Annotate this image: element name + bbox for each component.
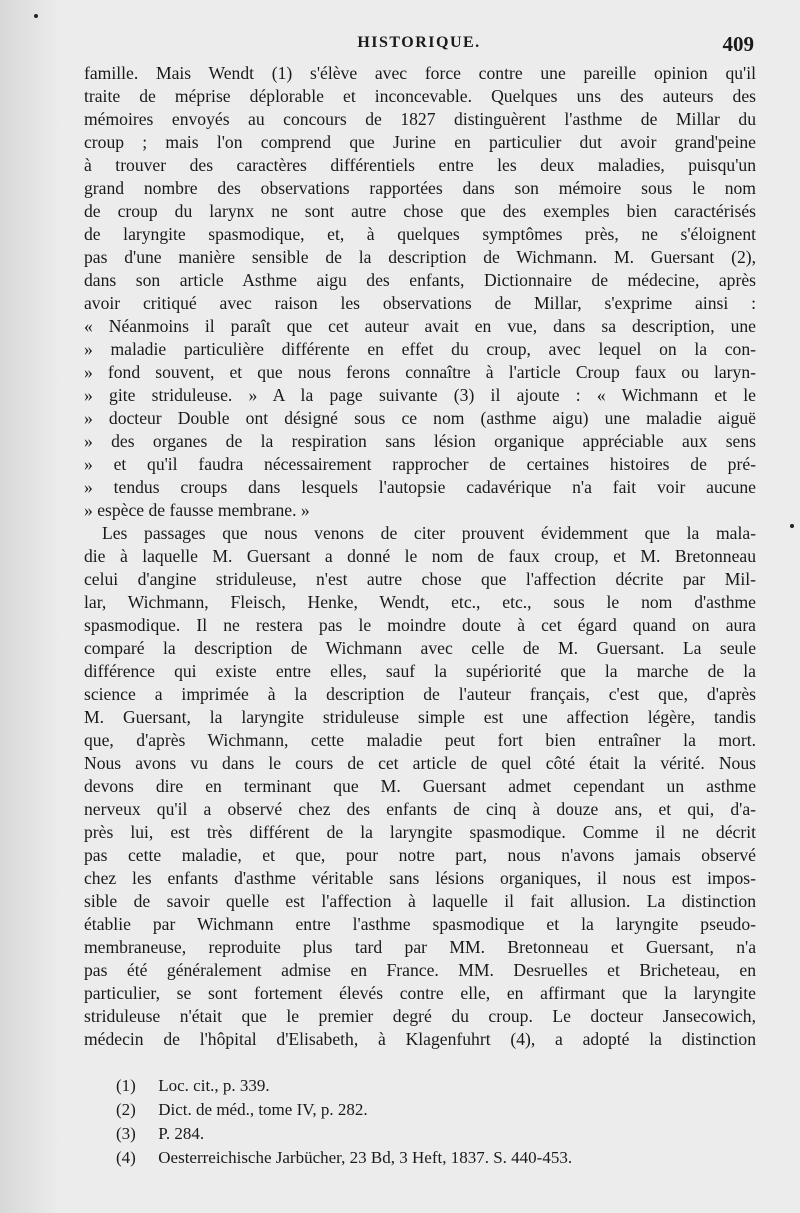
text-line: mémoires envoyés au concours de 1827 distinguèrent l'asthme de Millar du [84, 109, 756, 129]
text-line: que, d'après Wichmann, cette maladie peut fort bien entraîner la mort. [84, 730, 756, 750]
footnote [116, 1074, 736, 1098]
text-line: sible de savoir quelle est l'affection à laquelle il fait allusion. La distinction [84, 891, 756, 911]
footnote-number: (2) [116, 1100, 136, 1119]
margin-ink-spot [790, 524, 794, 528]
text-line: croup ; mais l'on comprend que Jurine en particulier dut avoir grand'peine [84, 132, 756, 152]
text-line: devons dire en terminant que M. Guersant admet cependant un asthme [84, 776, 756, 796]
text-line: » espèce de fausse membrane. » [84, 500, 310, 520]
text-line: pas cette maladie, et que, pour notre part, nous n'avons jamais observé [84, 845, 756, 865]
text-line: médecin de l'hôpital d'Elisabeth, à Klagenfuhrt (4), a adopté la distinction [84, 1029, 756, 1049]
footnote [116, 1098, 736, 1122]
footnotes [116, 1074, 736, 1170]
page-binding-shadow [0, 0, 60, 1213]
text-line: famille. Mais Wendt (1) s'élève avec force contre une pareille opinion qu'il [84, 63, 756, 83]
text-line: grand nombre des observations rapportées dans son mémoire sous le nom [84, 178, 756, 198]
text-line: » et qu'il faudra nécessairement rapprocher de certaines histoires de pré- [84, 454, 756, 474]
body-text [84, 62, 756, 1051]
footnote-number: (1) [116, 1076, 136, 1095]
footnote [116, 1122, 736, 1146]
text-line: comparé la description de Wichmann avec celle de M. Guersant. La seule [84, 638, 756, 658]
footnote-number: (3) [116, 1124, 136, 1143]
text-line: à trouver des caractères différentiels entre les deux maladies, puisqu'un [84, 155, 756, 175]
text-line: Les passages que nous venons de citer prouvent évidemment que la mala- [102, 523, 756, 543]
text-line: traite de méprise déplorable et inconcevable. Quelques uns des auteurs des [84, 86, 756, 106]
running-head: HISTORIQUE. [357, 34, 481, 51]
text-line: différence qui existe entre elles, sauf la supériorité que la marche de la [84, 661, 756, 681]
text-line: pas d'une manière sensible de la description de Wichmann. M. Guersant (2), [84, 247, 756, 267]
text-line: » gite striduleuse. » A la page suivante (3) il ajoute : « Wichmann et le [84, 385, 756, 405]
footnote-number: (4) [116, 1148, 136, 1167]
text-line: de croup du larynx ne sont autre chose que des exemples bien caractérisés [84, 201, 756, 221]
footnote-text: Oesterreichische Jarbücher, 23 Bd, 3 Heft, 1837. S. 440-453. [158, 1148, 573, 1167]
text-line: M. Guersant, la laryngite striduleuse simple est une affection légère, tandis [84, 707, 756, 727]
text-line: pas été généralement admise en France. MM. Desruelles et Bricheteau, en [84, 960, 756, 980]
text-line: » fond souvent, et que nous ferons connaître à l'article Croup faux ou laryn- [84, 362, 756, 382]
text-line: membraneuse, reproduite plus tard par MM. Bretonneau et Guersant, n'a [84, 937, 756, 957]
text-line: » des organes de la respiration sans lésion organique appréciable aux sens [84, 431, 756, 451]
text-line: spasmodique. Il ne restera pas le moindre doute à cet égard quand on aura [84, 615, 756, 635]
text-line: nerveux qu'il a observé chez des enfants de cinq à douze ans, et qui, d'a- [84, 799, 756, 819]
text-line: die à laquelle M. Guersant a donné le nom de faux croup, et M. Bretonneau [84, 546, 756, 566]
footnote [116, 1146, 736, 1170]
text-line: « Néanmoins il paraît que cet auteur avait en vue, dans sa description, une [84, 316, 756, 336]
text-line: de laryngite spasmodique, et, à quelques symptômes près, ne s'éloignent [84, 224, 756, 244]
footnote-text: Dict. de méd., tome IV, p. 282. [158, 1100, 368, 1119]
text-line: près lui, est très différent de la laryngite spasmodique. Comme il ne décrit [84, 822, 756, 842]
text-line: chez les enfants d'asthme véritable sans lésions organiques, il nous est impos- [84, 868, 756, 888]
text-line: celui d'angine striduleuse, n'est autre chose que l'affection décrite par Mil- [84, 569, 756, 589]
text-line: science a imprimée à la description de l'auteur français, c'est que, d'après [84, 684, 756, 704]
footnote-text: Loc. cit., p. 339. [158, 1076, 270, 1095]
text-line: établie par Wichmann entre l'asthme spasmodique et la laryngite pseudo- [84, 914, 756, 934]
text-line: » maladie particulière différente en effet du croup, avec lequel on la con- [84, 339, 756, 359]
ink-spot [34, 14, 38, 18]
footnote-text: P. 284. [158, 1124, 205, 1143]
text-line: lar, Wichmann, Fleisch, Henke, Wendt, etc., etc., sous le nom d'asthme [84, 592, 756, 612]
page-header [84, 34, 754, 58]
text-line: avoir critiqué avec raison les observations de Millar, s'exprime ainsi : [84, 293, 756, 313]
text-line: dans son article Asthme aigu des enfants, Dictionnaire de médecine, après [84, 270, 756, 290]
text-line: Nous avons vu dans le cours de cet article de quel côté était la vérité. Nous [84, 753, 756, 773]
page-number: 409 [722, 32, 754, 56]
text-line: striduleuse n'était que le premier degré du croup. Le docteur Jansecowich, [84, 1006, 756, 1026]
text-line: » docteur Double ont désigné sous ce nom (asthme aigu) une maladie aiguë [84, 408, 756, 428]
text-line: particulier, se sont fortement élevés contre elle, en affirmant que la laryngite [84, 983, 756, 1003]
text-line: » tendus croups dans lesquels l'autopsie cadavérique n'a fait voir aucune [84, 477, 756, 497]
